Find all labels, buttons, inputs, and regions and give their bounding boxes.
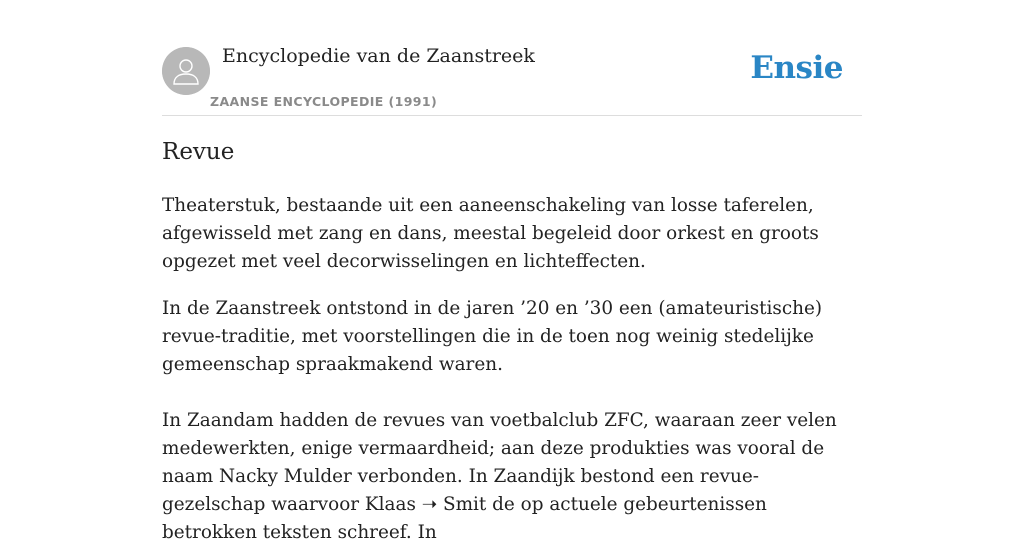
entry-body (162, 192, 862, 547)
source-title[interactable]: Encyclopedie van de Zaanstreek (222, 45, 535, 67)
user-icon[interactable] (162, 47, 210, 95)
entry-title: Revue (162, 139, 235, 165)
paragraph: In Zaandam hadden de revues van voetbalclub ZFC, waaraan zeer velen medewerkten, enige vermaardheid; aan deze produkties was vooral de naam Nacky Mulder verbonden. In Zaandijk bestond een revue-gezelschap waarvoor Klaas ➝ Smit de op actuele gebeurtenissen betrokken teksten schreef. In (162, 410, 837, 543)
paragraph: Theaterstuk, bestaande uit een aaneenschakeling van losse taferelen, afgewisseld met zang en dans, meestal begeleid door orkest en groots opgezet met veel decorwisselingen en lichteffecten. (162, 195, 819, 272)
paragraph: In de Zaanstreek ontstond in de jaren ’20 en ’30 een (amateuristische) revue-traditie, met voorstellingen die in de toen nog weinig stedelijke gemeenschap spraakmakend waren. (162, 298, 823, 375)
source-header (162, 0, 862, 116)
source-subtitle: ZAANSE ENCYCLOPEDIE (1991) (210, 94, 438, 109)
ensie-logo[interactable]: Ensie (750, 50, 843, 86)
page (162, 0, 862, 543)
